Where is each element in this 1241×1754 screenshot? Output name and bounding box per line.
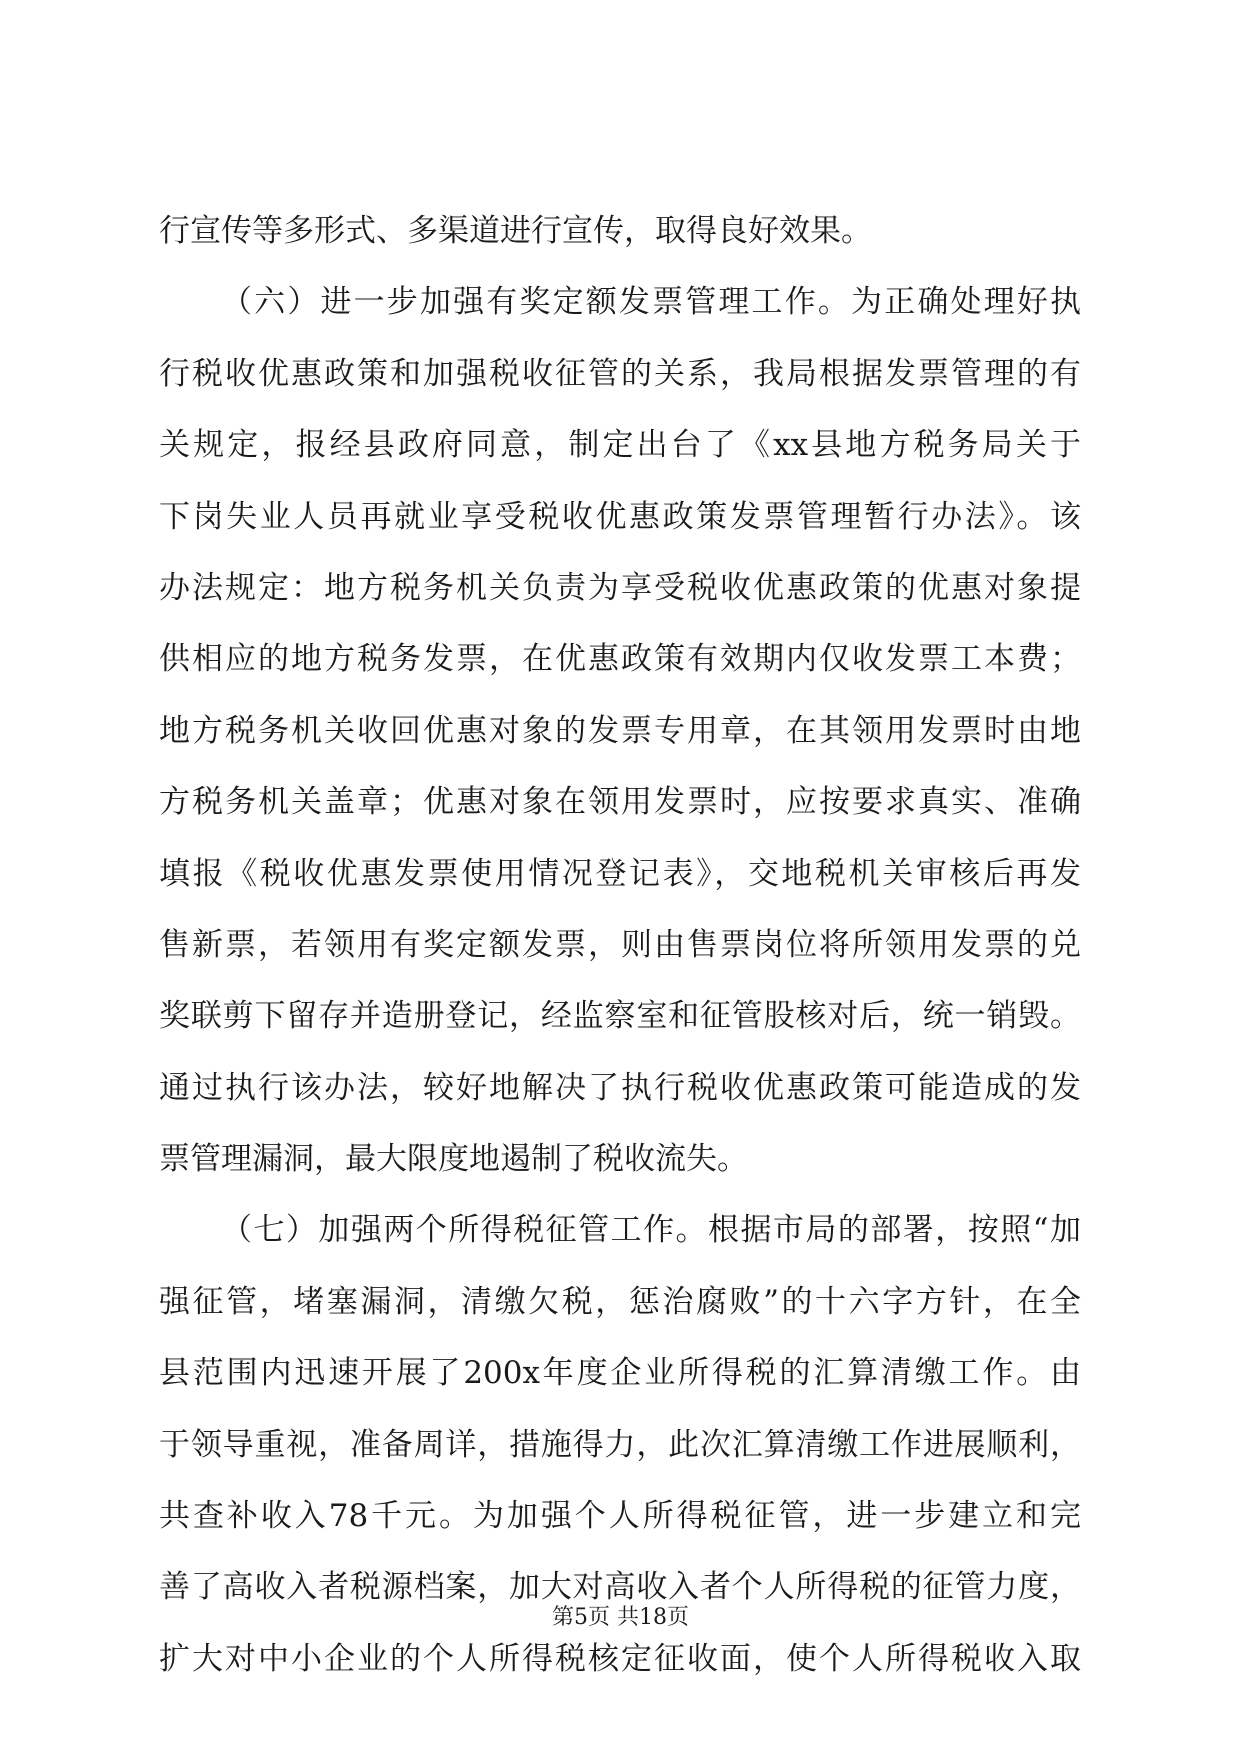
text-line: 扩大对中小企业的个人所得税核定征收面，使个人所得税收入取 xyxy=(159,1640,1081,1677)
text-line: 共查补收入78千元。为加强个人所得税征管，进一步建立和完 xyxy=(159,1498,1081,1535)
text-line: 行税收优惠政策和加强税收征管的关系，我局根据发票管理的有 xyxy=(159,355,1081,392)
text-line: 办法规定：地方税务机关负责为享受税收优惠政策的优惠对象提 xyxy=(159,569,1081,606)
text-line: 下岗失业人员再就业享受税收优惠政策发票管理暂行办法》。该 xyxy=(159,498,1081,535)
text-line: 奖联剪下留存并造册登记，经监察室和征管股核对后，统一销毁。 xyxy=(159,998,1081,1035)
text-line: 关规定，报经县政府同意，制定出台了《xx县地方税务局关于 xyxy=(159,427,1081,464)
text-line: 地方税务机关收回优惠对象的发票专用章，在其领用发票时由地 xyxy=(159,712,1081,749)
text-line: 票管理漏洞，最大限度地遏制了税收流失。 xyxy=(159,1141,748,1178)
text-line: 强征管，堵塞漏洞，清缴欠税，惩治腐败”的十六字方针，在全 xyxy=(159,1283,1081,1320)
text-line: 善了高收入者税源档案，加大对高收入者个人所得税的征管力度， xyxy=(159,1569,1081,1606)
text-line: （六）进一步加强有奖定额发票管理工作。为正确处理好执 xyxy=(221,284,1081,321)
text-line: 行宣传等多形式、多渠道进行宣传，取得良好效果。 xyxy=(159,213,872,249)
text-line: 方税务机关盖章；优惠对象在领用发票时，应按要求真实、准确 xyxy=(159,784,1081,821)
text-line: 通过执行该办法，较好地解决了执行税收优惠政策可能造成的发 xyxy=(159,1069,1081,1106)
page-number-footer: 第5页 共18页 xyxy=(552,1605,689,1630)
text-line: （七）加强两个所得税征管工作。根据市局的部署，按照“加 xyxy=(221,1212,1081,1249)
text-line: 县范围内迅速开展了200x年度企业所得税的汇算清缴工作。由 xyxy=(159,1355,1081,1392)
text-line: 售新票，若领用有奖定额发票，则由售票岗位将所领用发票的兑 xyxy=(159,926,1081,963)
text-line: 于领导重视，准备周详，措施得力，此次汇算清缴工作进展顺利， xyxy=(159,1426,1081,1463)
text-line: 供相应的地方税务发票，在优惠政策有效期内仅收发票工本费； xyxy=(159,641,1081,678)
document-body xyxy=(159,196,1081,1695)
text-line: 填报《税收优惠发票使用情况登记表》，交地税机关审核后再发 xyxy=(159,855,1081,892)
